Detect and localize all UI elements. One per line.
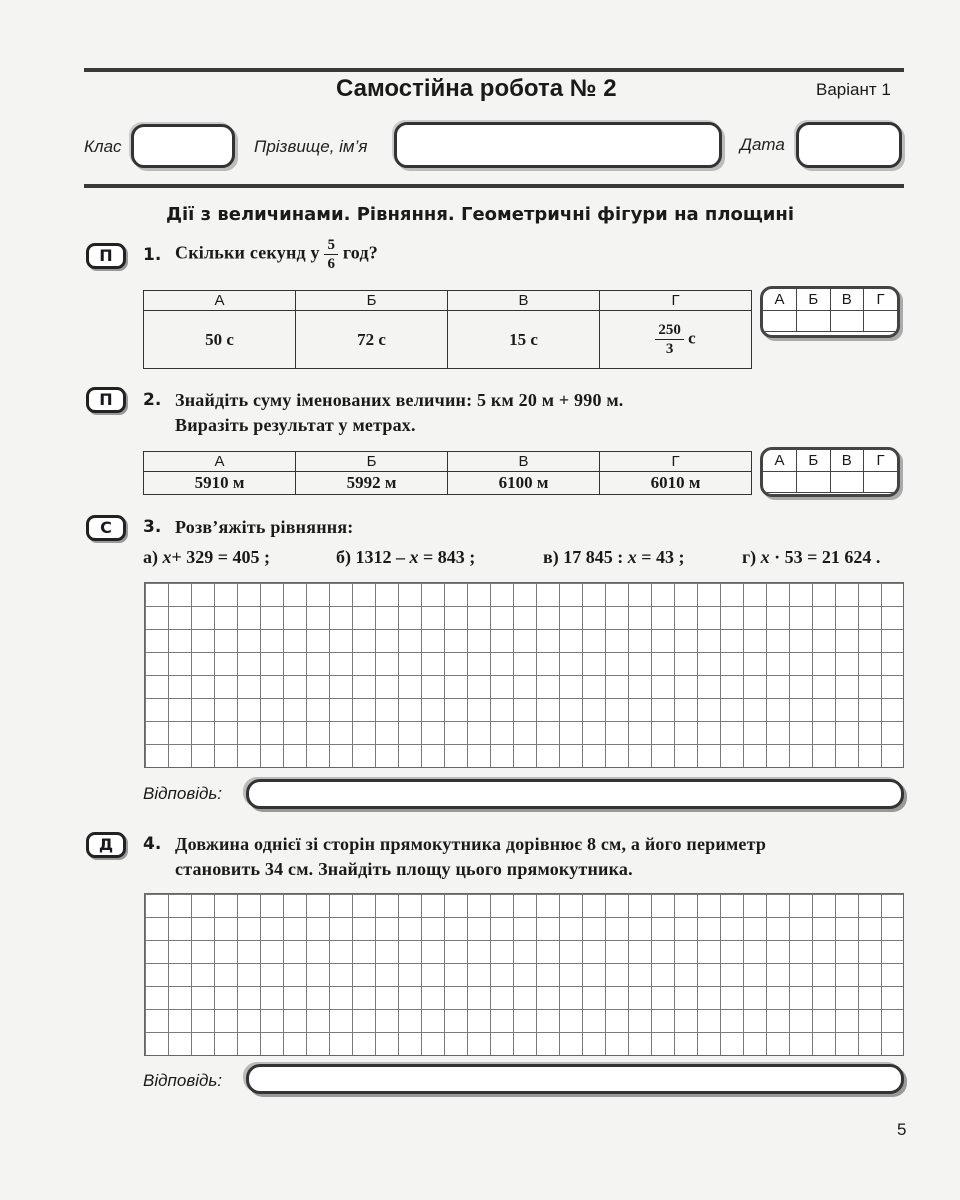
q3-text: Розв’яжіть рівняння: xyxy=(175,517,354,537)
q1-opt-c: 15 с xyxy=(448,311,600,369)
q1-number: 1. xyxy=(143,245,162,265)
q3-answer-label: Відповідь: xyxy=(143,784,223,803)
q2-level-badge: П xyxy=(86,387,126,413)
name-field[interactable] xyxy=(394,122,722,168)
q2-ans-d-label: Г xyxy=(864,450,898,471)
q2-opt-d: 6010 м xyxy=(600,472,752,495)
q1-ans-b-label: Б xyxy=(797,289,831,310)
header-bottom-rule xyxy=(84,184,904,188)
q1-opt-a-letter: А xyxy=(144,291,296,311)
q2-options-table xyxy=(143,451,752,495)
q1-ans-c-cell[interactable] xyxy=(830,310,864,331)
q1-ans-c-label: В xyxy=(830,289,864,310)
q4-line2: становить 34 см. Знайдіть площу цього прямокутника. xyxy=(175,859,633,879)
equation-b-post: = 843 ; xyxy=(423,547,476,567)
equation-d xyxy=(742,547,880,568)
q1-text xyxy=(175,236,378,273)
equation-b-var: x xyxy=(409,547,419,567)
q1-opt-d-unit: с xyxy=(688,328,696,348)
class-field[interactable] xyxy=(131,124,235,168)
equation-a-label: а) xyxy=(143,547,158,567)
q4-work-grid[interactable] xyxy=(144,893,904,1056)
q1-answer-grid xyxy=(760,286,900,338)
equation-c xyxy=(543,547,684,568)
name-label: Прізвище, ім’я xyxy=(254,137,368,156)
equation-d-label: г) xyxy=(742,547,757,567)
q1-ans-a-cell[interactable] xyxy=(763,310,797,331)
section-subtitle: Дії з величинами. Рівняння. Геометричні фігури на площині xyxy=(165,204,795,225)
equation-a xyxy=(143,547,270,568)
q2-ans-c-label: В xyxy=(830,450,864,471)
q4-answer-label: Відповідь: xyxy=(143,1071,223,1090)
q1-opt-d-num: 250 xyxy=(655,321,684,340)
equation-b-pre: 1312 – xyxy=(355,547,405,567)
q1-frac-num: 5 xyxy=(324,236,338,255)
q2-ans-b-label: Б xyxy=(797,450,831,471)
q1-opt-b: 72 с xyxy=(296,311,448,369)
q4-number: 4. xyxy=(143,834,162,854)
q2-ans-d-cell[interactable] xyxy=(864,471,898,492)
q1-text-before: Скільки секунд у xyxy=(175,242,320,263)
q2-opt-b-letter: Б xyxy=(296,452,448,472)
q1-opt-d xyxy=(600,311,752,369)
q2-ans-c-cell[interactable] xyxy=(830,471,864,492)
q1-ans-b-cell[interactable] xyxy=(797,310,831,331)
page-number: 5 xyxy=(897,1120,907,1139)
equation-c-var: x xyxy=(627,547,637,567)
q3-number: 3. xyxy=(143,517,162,537)
equation-c-label: в) xyxy=(543,547,559,567)
q2-ans-b-cell[interactable] xyxy=(797,471,831,492)
q1-opt-b-letter: Б xyxy=(296,291,448,311)
q2-opt-a: 5910 м xyxy=(144,472,296,495)
q2-ans-a-cell[interactable] xyxy=(763,471,797,492)
q2-line1: Знайдіть суму іменованих величин: 5 км 20 м + 990 м. xyxy=(175,390,624,410)
q1-opt-c-letter: В xyxy=(448,291,600,311)
page-title: Самостійна робота № 2 xyxy=(336,75,617,102)
date-label: Дата xyxy=(740,135,785,154)
q1-frac-den: 6 xyxy=(327,256,336,272)
equation-a-body: + 329 = 405 ; xyxy=(171,547,271,567)
q1-level-badge: П xyxy=(86,243,126,269)
equation-c-post: = 43 ; xyxy=(641,547,685,567)
class-label: Клас xyxy=(84,137,122,156)
q1-opt-d-letter: Г xyxy=(600,291,752,311)
q1-ans-d-cell[interactable] xyxy=(864,310,898,331)
q1-fraction xyxy=(324,236,338,273)
q3-level-badge: С xyxy=(86,515,126,541)
q4-answer-field[interactable] xyxy=(246,1064,904,1094)
equation-c-pre: 17 845 : xyxy=(563,547,624,567)
q1-ans-d-label: Г xyxy=(864,289,898,310)
q1-opt-d-den: 3 xyxy=(665,341,674,357)
q1-opt-a: 50 с xyxy=(144,311,296,369)
q2-answer-grid xyxy=(760,447,900,497)
q2-opt-a-letter: А xyxy=(144,452,296,472)
q2-opt-c: 6100 м xyxy=(448,472,600,495)
top-rule xyxy=(84,68,904,72)
equation-a-var: x xyxy=(162,547,172,567)
q3-work-grid[interactable] xyxy=(144,582,904,768)
q1-ans-a-label: А xyxy=(763,289,797,310)
equation-d-var: x xyxy=(760,547,770,567)
q3-answer-field[interactable] xyxy=(246,779,904,809)
q2-line2: Виразіть результат у метрах. xyxy=(175,415,416,435)
q4-level-badge: Д xyxy=(86,832,126,858)
q1-text-after: год? xyxy=(342,242,378,263)
q1-options-table xyxy=(143,290,752,369)
q2-opt-d-letter: Г xyxy=(600,452,752,472)
date-field[interactable] xyxy=(796,122,902,168)
equation-b-label: б) xyxy=(336,547,351,567)
q4-line1: Довжина однієї зі сторін прямокутника дорівнює 8 см, а його периметр xyxy=(175,834,767,854)
equation-d-body: · 53 = 21 624 . xyxy=(774,547,881,567)
q2-opt-c-letter: В xyxy=(448,452,600,472)
variant-label: Варіант 1 xyxy=(816,80,891,99)
q2-opt-b: 5992 м xyxy=(296,472,448,495)
q2-number: 2. xyxy=(143,390,162,410)
equation-b xyxy=(336,547,475,568)
q2-ans-a-label: А xyxy=(763,450,797,471)
